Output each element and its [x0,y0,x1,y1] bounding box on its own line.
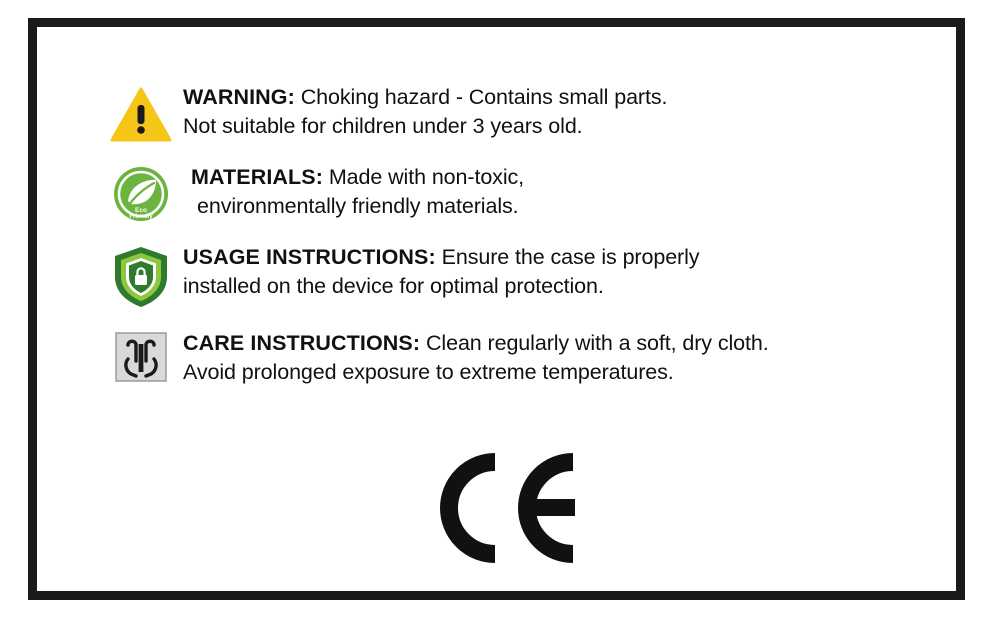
list-item [99,161,929,223]
product-warning-label [28,18,965,600]
care-text [183,327,929,387]
list-item [99,241,929,309]
list-item [99,83,929,143]
handle-with-care-icon [99,327,183,383]
label-rows [99,83,929,405]
materials-heading: MATERIALS: [191,165,323,189]
materials-text [183,161,929,221]
usage-text [183,241,929,301]
warning-line-2: Not suitable for children under 3 years old. [183,114,583,139]
ce-mark [37,449,956,567]
care-line-1: Clean regularly with a soft, dry cloth. [420,331,769,355]
svg-text:Friendly: Friendly [129,214,153,220]
usage-line-2: installed on the device for optimal protection. [183,274,604,299]
shield-protection-icon [99,241,183,309]
list-item [99,327,929,387]
warning-line-1: Choking hazard - Contains small parts. [294,85,668,109]
usage-heading: USAGE INSTRUCTIONS: [183,245,436,269]
materials-line-1: Made with non-toxic, [322,165,525,189]
usage-line-1: Ensure the case is properly [435,245,700,269]
care-heading: CARE INSTRUCTIONS: [183,331,421,355]
warning-triangle-icon [99,83,183,143]
eco-friendly-leaf-icon [99,161,183,223]
warning-text [183,83,929,141]
care-line-2: Avoid prolonged exposure to extreme temperatures. [183,360,674,385]
svg-text:Eco: Eco [135,207,147,214]
materials-line-2: environmentally friendly materials. [197,194,519,219]
warning-heading: WARNING: [183,85,295,109]
